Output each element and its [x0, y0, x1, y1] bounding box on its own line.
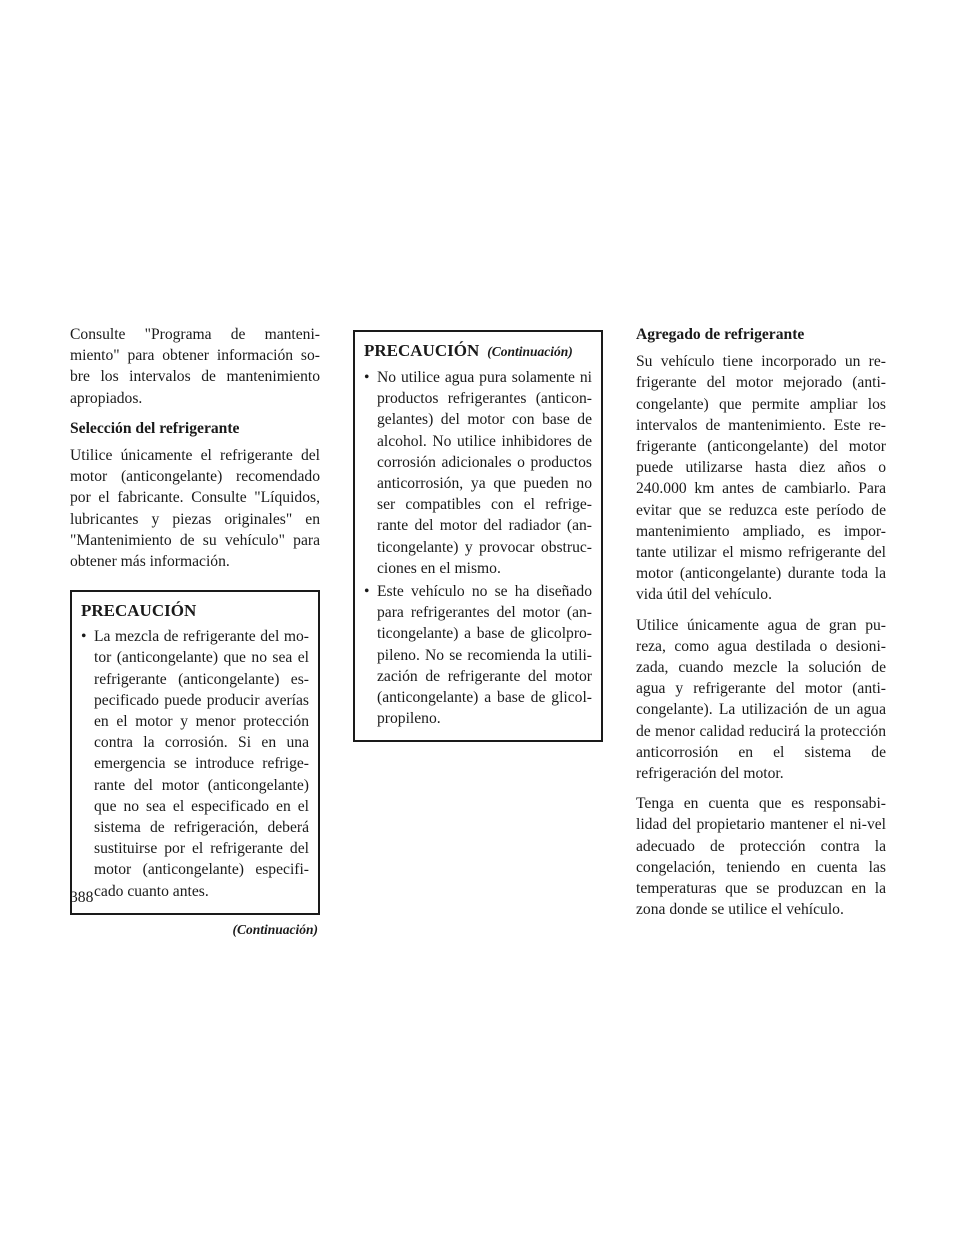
- caution-title-text: PRECAUCIÓN: [364, 341, 480, 360]
- caution-list: [81, 626, 309, 902]
- column-right: [636, 324, 886, 929]
- column-left: [70, 324, 320, 940]
- caution-title: PRECAUCIÓN: [81, 601, 197, 621]
- page-number: 388: [70, 889, 94, 906]
- adding-coolant-paragraph-2: Utilice únicamente agua de gran pu-reza, como agua destilada o desioni-zada, cuando mezcle la solución de agua y refrigerante del motor (anti-congelante). La utilización de un agua de menor calidad reducirá la protección anticorrosión en el sistema de refrigeración del motor.: [636, 616, 886, 783]
- caution-title: [364, 340, 592, 363]
- continued-label: (Continuación): [232, 921, 318, 937]
- caution-box: [70, 590, 320, 915]
- section-heading-coolant-selection: Selección del refrigerante: [70, 419, 240, 437]
- intro-paragraph: Consulte "Programa de manteni-miento" para obtener información so-bre los intervalos de mantenimiento apropiados.: [70, 326, 320, 407]
- caution-item: • Este vehículo no se ha diseñado para refrigerantes del motor (an-ticongelante) a base de glicolpro-pileno. No se recomienda la utili-zación de refrigerante del motor (anticongelante) a base de glicol-propileno.: [364, 581, 592, 729]
- adding-coolant-paragraph-1: Su vehículo tiene incorporado un re-frigerante del motor mejorado (anti-congelante) que permite ampliar los intervalos de mantenimiento. Este re-frigerante (anticongelante) del motor puede utilizarse hasta diez años o 240.000 km antes de cambiarlo. Para evitar que se reduzca este período de mantenimiento ampliado, es impor-tante utilizar el mismo refrigerante del motor (anticongelante) durante toda la vida útil del vehículo.: [636, 353, 886, 604]
- caution-list: [364, 367, 592, 729]
- caution-continued-tag: (Continuación): [487, 344, 573, 359]
- caution-box-continued: [353, 330, 603, 742]
- column-middle: [353, 330, 603, 742]
- caution-item: • La mezcla de refrigerante del mo-tor (anticongelante) que no sea el refrigerante (anticongelante) es-pecificado puede producir averías en el motor y menor protección contra la corrosión. Si en una emergencia se introduce refrige-rante del motor (anticongelante) que no sea el especificado en el sistema de refrigeración, deberá sustituirse por el refrigerante del motor (anticongelante) especifi-cado cuanto antes.: [81, 626, 309, 902]
- caution-item: • No utilice agua pura solamente ni productos refrigerantes (anticon-gelantes) del motor con base de alcohol. No utilice inhibidores de corrosión adicionales o productos anticorrosión, ya que pueden no ser compatibles con el refrige-rante del motor del radiador (an-ticongelante) y provocar obstruc-ciones en el mismo.: [364, 367, 592, 579]
- coolant-selection-paragraph: Utilice únicamente el refrigerante del motor (anticongelante) recomendado por el fabricante. Consulte "Líquidos, lubricantes y piezas originales" en "Mantenimiento de su vehículo" para obtener más información.: [70, 447, 320, 571]
- section-heading-adding-coolant: Agregado de refrigerante: [636, 326, 805, 343]
- adding-coolant-paragraph-3: Tenga en cuenta que es responsabi-lidad del propietario mantener el ni-vel adecuado de protección contra la congelación, teniendo en cuenta las temperaturas que se produzcan en la zona donde se utilice el vehículo.: [636, 795, 886, 919]
